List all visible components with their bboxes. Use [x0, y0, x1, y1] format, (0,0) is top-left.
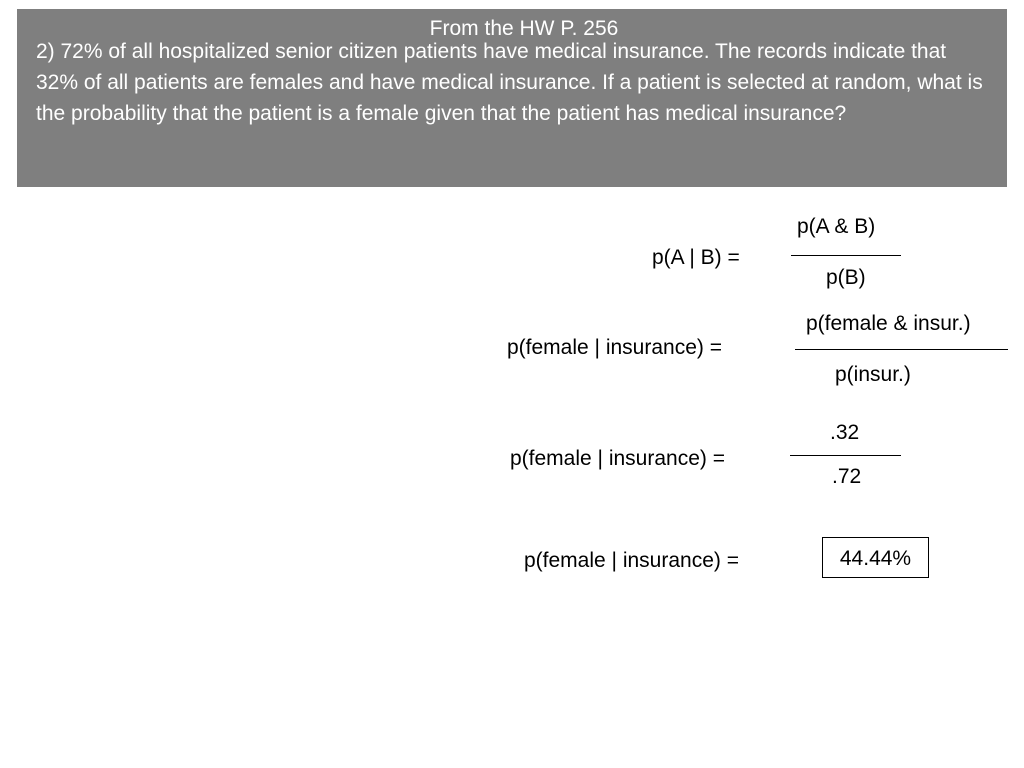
problem-header-box — [17, 9, 1007, 187]
problem-statement: 2) 72% of all hospitalized senior citizen patients have medical insurance. The records indicate that 32% of all patients are females and have medical insurance. If a patient is selected at random, what is the probability that the patient is a female given that the patient has medical insurance? — [36, 40, 983, 125]
formula-lhs: p(A | B) = — [652, 246, 740, 269]
answer-value: 44.44% — [839, 547, 912, 570]
substitution-fraction-bar — [795, 349, 1008, 350]
values-numerator: .32 — [830, 421, 860, 444]
formula-fraction-bar — [791, 255, 901, 256]
substitution-numerator: p(female & insur.) — [806, 312, 971, 335]
substitution-denominator: p(insur.) — [835, 363, 911, 386]
formula-denominator: p(B) — [826, 266, 866, 289]
answer-box — [822, 537, 929, 578]
values-lhs: p(female | insurance) = — [510, 447, 725, 470]
substitution-lhs: p(female | insurance) = — [507, 336, 722, 359]
result-lhs: p(female | insurance) = — [524, 549, 739, 572]
formula-numerator: p(A & B) — [797, 215, 876, 238]
values-fraction-bar — [790, 455, 901, 456]
values-denominator: .72 — [832, 465, 862, 488]
header-title: From the HW P. 256 — [429, 17, 619, 40]
